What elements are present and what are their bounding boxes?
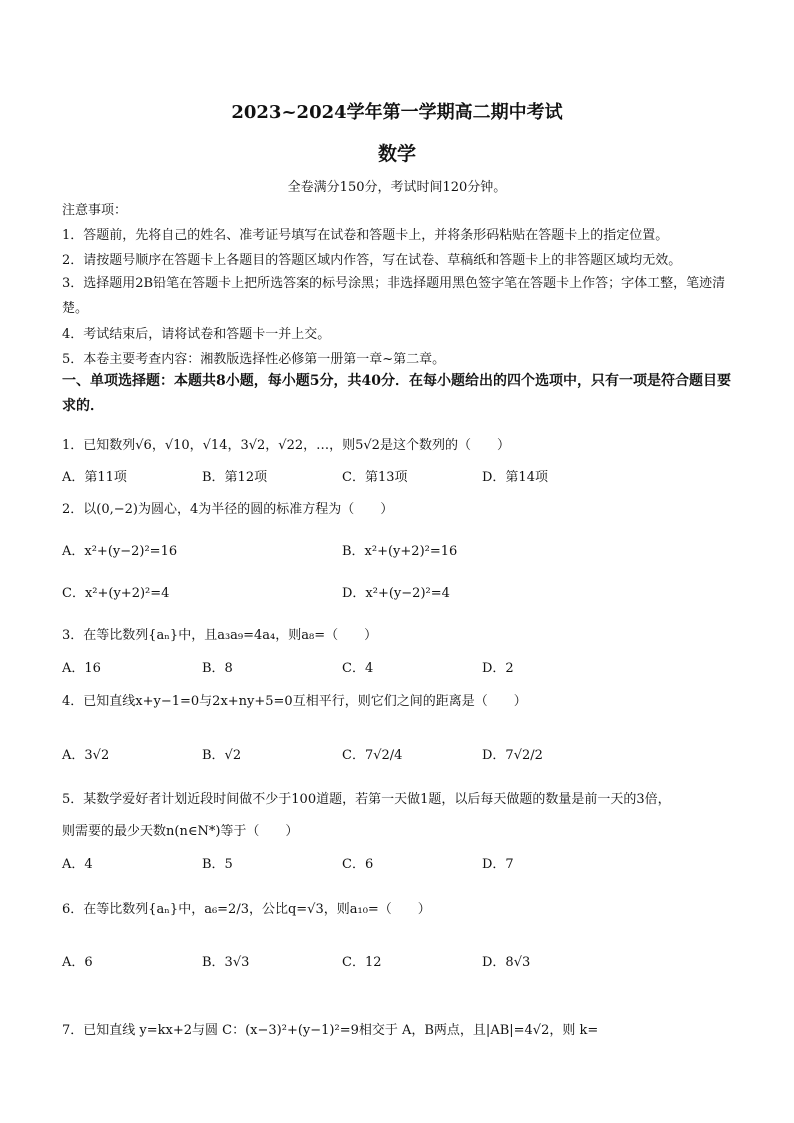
question-1-stem: 1．已知数列√6，√10，√14，3√2，√22，…，则5√2是这个数列的（ ）	[62, 438, 510, 453]
q3-option-d[interactable]: D．2	[482, 661, 514, 676]
question-5-stem-line2: 则需要的最少天数n(n∈N*)等于（ ）	[62, 824, 299, 839]
q1-option-d[interactable]: D．第14项	[482, 470, 548, 485]
q2-option-d[interactable]: D．x²+(y−2)²=4	[342, 586, 450, 601]
q6-option-d[interactable]: D．8√3	[482, 955, 531, 970]
q4-option-b[interactable]: B．√2	[202, 748, 242, 763]
section-heading: 一、单项选择题：本题共8小题，每小题5分，共40分．在每小题给出的四个选项中，只有一项是符合题目要求的．	[62, 373, 731, 414]
q4-option-c[interactable]: C．7√2/4	[342, 748, 403, 763]
notice-item-1: 1．答题前，先将自己的姓名、准考证号填写在试卷和答题卡上，并将条形码粘贴在答题卡上的指定位置。	[62, 228, 669, 243]
q1-option-b[interactable]: B．第12项	[202, 470, 268, 485]
notice-heading: 注意事项：	[62, 203, 128, 218]
q4-option-a[interactable]: A．3√2	[62, 748, 110, 763]
q6-option-a[interactable]: A．6	[62, 955, 93, 970]
notice-item-2: 2．请按题号顺序在答题卡上各题目的答题区域内作答，写在试卷、草稿纸和答题卡上的非答题区域均无效。	[62, 253, 682, 268]
question-6-stem: 6．在等比数列{aₙ}中，a₆=2/3，公比q=√3，则a₁₀=（ ）	[62, 902, 431, 917]
question-5-stem-line1: 5．某数学爱好者计划近段时间做不少于100道题，若第一天做1题，以后每天做题的数量是前一天的3倍，	[62, 792, 671, 807]
notice-item-5: 5．本卷主要考查内容：湘教版选择性必修第一册第一章~第二章。	[62, 352, 446, 367]
q6-option-c[interactable]: C．12	[342, 955, 382, 970]
exam-note: 全卷满分150分，考试时间120分钟。	[287, 180, 507, 195]
question-7-stem: 7．已知直线 y=kx+2与圆 C：(x−3)²+(y−1)²=9相交于 A，B两点，且|AB|=4√2，则 k=	[62, 1023, 599, 1038]
q3-option-b[interactable]: B．8	[202, 661, 233, 676]
notice-item-3: 3．选择题用2B铅笔在答题卡上把所选答案的标号涂黑；非选择题用黑色签字笔在答题卡上作答；字体工整，笔迹清楚。	[62, 276, 726, 316]
question-4-stem: 4．已知直线x+y−1=0与2x+ny+5=0互相平行，则它们之间的距离是（ ）	[62, 694, 527, 709]
exam-title: 2023~2024学年第一学期高二期中考试	[231, 102, 563, 123]
q5-option-a[interactable]: A．4	[62, 857, 93, 872]
q1-option-a[interactable]: A．第11项	[62, 470, 127, 485]
question-2-stem: 2．以(0,−2)为圆心，4为半径的圆的标准方程为（ ）	[62, 502, 394, 517]
q3-option-c[interactable]: C．4	[342, 661, 374, 676]
q3-option-a[interactable]: A．16	[62, 661, 101, 676]
q6-option-b[interactable]: B．3√3	[202, 955, 250, 970]
exam-subject: 数学	[377, 143, 416, 165]
q5-option-c[interactable]: C．6	[342, 857, 374, 872]
q2-option-a[interactable]: A．x²+(y−2)²=16	[62, 544, 178, 559]
q2-option-b[interactable]: B．x²+(y+2)²=16	[342, 544, 458, 559]
q2-option-c[interactable]: C．x²+(y+2)²=4	[62, 586, 170, 601]
notice-item-4: 4．考试结束后，请将试卷和答题卡一并上交。	[62, 327, 331, 342]
q5-option-b[interactable]: B．5	[202, 857, 233, 872]
q1-option-c[interactable]: C．第13项	[342, 470, 408, 485]
q5-option-d[interactable]: D．7	[482, 857, 514, 872]
question-3-stem: 3．在等比数列{aₙ}中，且a₃a₉=4a₄，则a₈=（ ）	[62, 628, 378, 643]
q4-option-d[interactable]: D．7√2/2	[482, 748, 543, 763]
